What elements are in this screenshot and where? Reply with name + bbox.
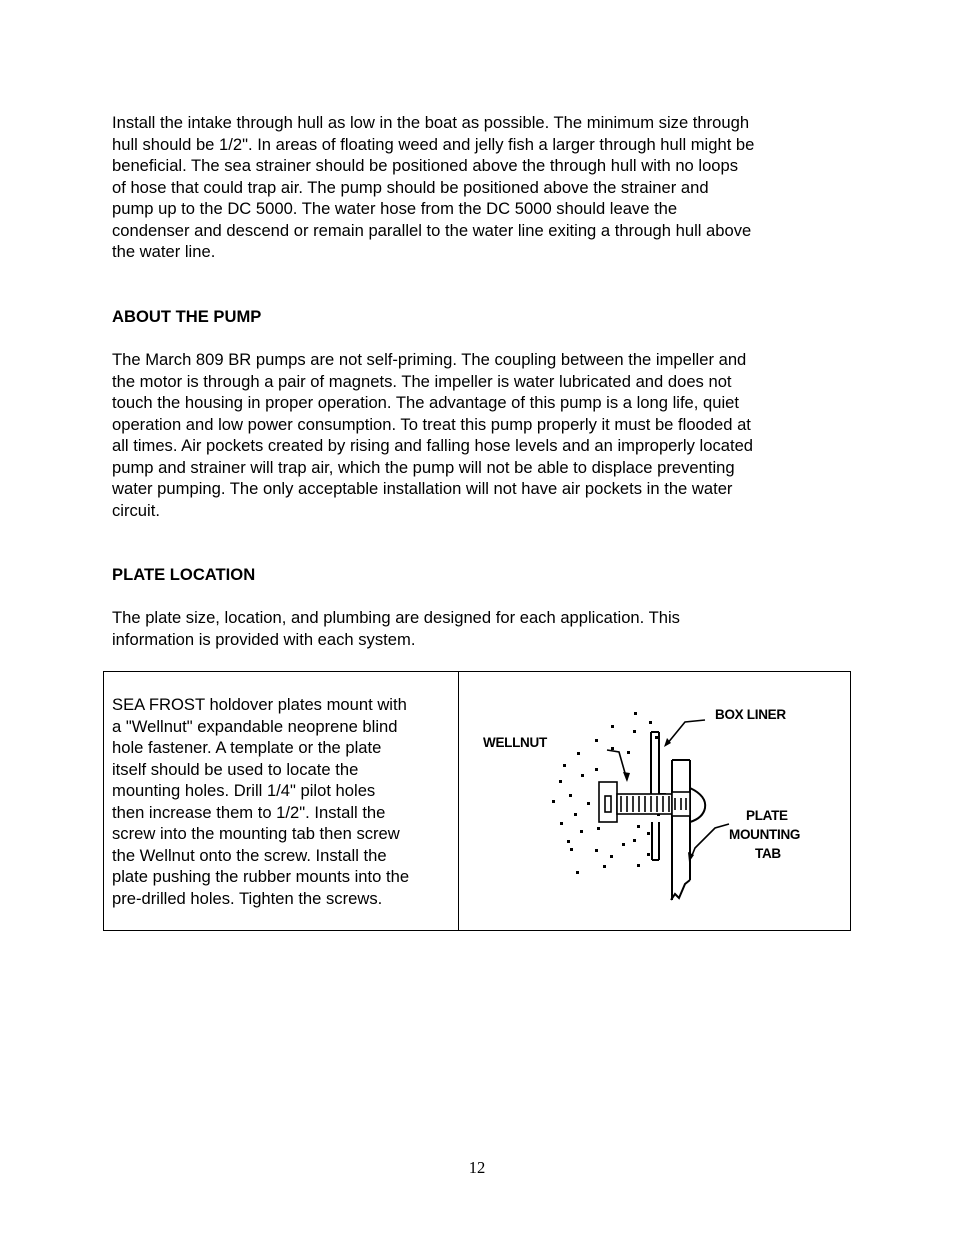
mounting-label: MOUNTING — [729, 827, 801, 842]
pump-section-paragraph: The March 809 BR pumps are not self-priming. The coupling between the impeller and the motor is through a pair of magnets. The impeller is water lubricated and does not touch the housing in proper operation. The advantage of this pump is a long life, quiet operation and low power consumption. To treat this pump properly it must be flooded at all times. Air pockets created by rising and falling hose levels and an improperly located pump and strainer will trap air, which the pump will not be able to displace preventing water pumping. The only acceptable installation will not have air pockets in the water circuit. — [112, 350, 754, 520]
plate-shape — [671, 760, 690, 900]
plate-section-heading: PLATE LOCATION — [112, 565, 256, 584]
plate-mounting-instructions: SEA FROST holdover plates mount with a "Wellnut" expandable neoprene blind hole fastener. A template or the plate itself should be used to locate the mounting holes. Drill 1/4" pilot holes then increase them to 1/2". Install the screw into the mounting tab then screw the Wellnut onto the screw. Install the plate pushing the rubber mounts into the pre-drilled holes. Tighten the screws. — [112, 695, 410, 908]
page-number: 12 — [468, 1158, 486, 1177]
wellnut-diagram — [459, 672, 850, 930]
lower-bracket-shape — [652, 822, 659, 860]
plate-mounting-box — [103, 671, 851, 931]
wellnut-label: WELLNUT — [483, 735, 547, 750]
mounting-tab-shape — [690, 788, 705, 822]
plate-label: PLATE — [746, 808, 788, 823]
plate-section-paragraph: The plate size, location, and plumbing are designed for each application. This information is provided with each system. — [112, 608, 680, 649]
box-liner-label: BOX LINER — [715, 707, 786, 722]
box-liner-shape — [651, 732, 666, 794]
intro-paragraph: Install the intake through hull as low in the boat as possible. The minimum size through hull should be 1/2". In areas of floating weed and jelly fish a larger through hull might be beneficial. The sea strainer should be positioned above the through hull with no loops of hose that could trap air. The pump should be positioned above the strainer and pump up to the DC 5000. The water hose from the DC 5000 should leave the condenser and descend or remain parallel to the water line exiting a through hull above the water line. — [112, 113, 755, 261]
tab-label: TAB — [755, 846, 781, 861]
pump-section-heading: ABOUT THE PUMP — [112, 307, 262, 326]
wellnut-diagram-svg — [459, 672, 850, 930]
